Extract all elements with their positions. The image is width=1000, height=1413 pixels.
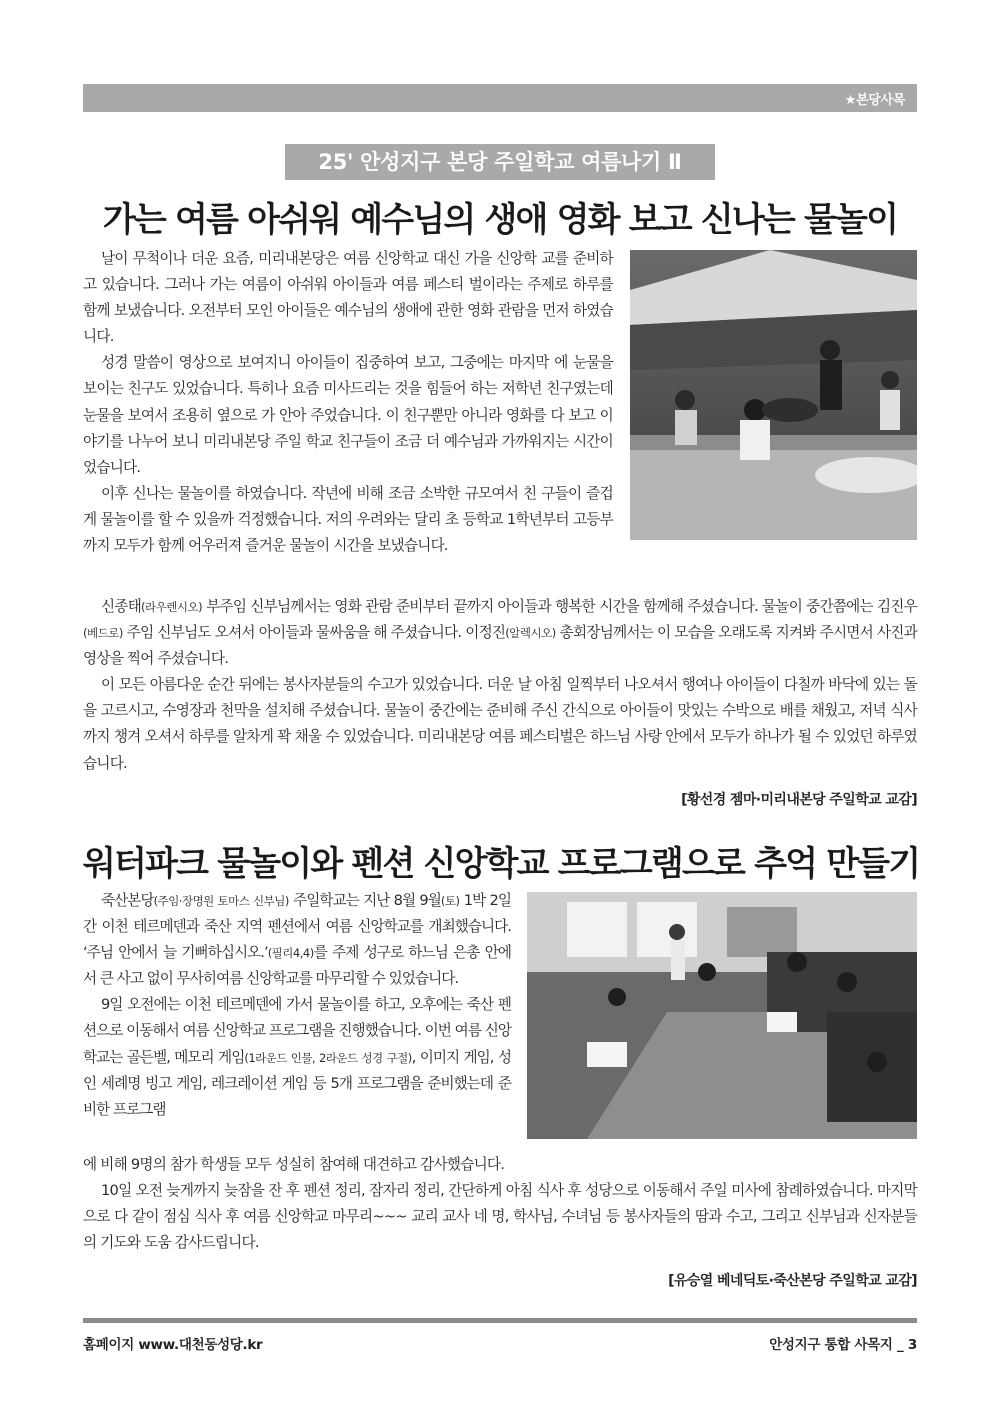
article1-paragraph-2 xyxy=(83,350,613,480)
text-line: 에 눈물을 보이는 친구도 있었습니다. 특히나 요즘 미사드리는 것을 힘들어 xyxy=(83,354,614,398)
article1-narrow-text xyxy=(83,246,613,559)
article1-paragraph-1 xyxy=(83,246,613,350)
footer-page-number: 안성지구 통합 사목지 _ 3 xyxy=(769,1337,917,1353)
text-line: 이후 신나는 물놀이를 하였습니다. 작년에 비해 조금 소박한 규모여서 친 xyxy=(101,484,537,502)
article2-paragraph-2 xyxy=(83,992,511,1122)
baptismal-name: (베드로) xyxy=(83,626,123,641)
text-line: 등학교 1학년부터 고등부까지 모두가 함께 어우러져 즐거운 물놀이 시간을 xyxy=(83,510,613,555)
article2-paragraph-1 xyxy=(83,888,511,992)
article2-headline: 워터파크 물놀이와 펜션 신앙학교 프로그램으로 추억 만들기 xyxy=(83,844,920,884)
text-run: 앙학교를 개최했습니다. ‘주님 안에서 늘 기뻐하십시오.’ xyxy=(83,918,511,962)
text-line: 벌이라는 주제로 하루를 함께 보냈습니다. 오전부터 모인 아이들은 예수님의 xyxy=(83,276,613,320)
text-line: 학교 친구들이 조금 더 예수님과 가까워지는 시간이었습니다. xyxy=(83,432,613,476)
text-run: , 이미지 게임, 성인 세례명 빙고 게임, 레크 xyxy=(83,1048,511,1092)
article2-paragraph-3: 10일 오전 늦게까지 늦잠을 잔 후 펜션 정리, 잠자리 정리, 간단하게 아침 식사 후 성당으로 이동해서 주일 미사에 참례하였습니다. 마지막으로 다 같이 점심 식사 후 여름 신앙학교 마무리~~~ 교리 교사 네 명, 학사님, 수녀님 등 봉사자들의 땀과 수고, 그리고 신부님과 신자분들의 기도와 도움 감사드립니다. xyxy=(83,1182,917,1252)
text-run: 월 xyxy=(427,892,441,909)
text-run: 여름 신앙학교를 마무리할 수 있었습니다. xyxy=(216,970,459,988)
text-run: 죽산본당 xyxy=(101,892,154,909)
text-line: 날이 무척이나 더운 요즘, 미리내본당은 여름 신앙학교 대신 가을 신앙학 xyxy=(101,250,537,267)
text-run: 부주임 신부님께서는 영화 관람 준비부터 끝까지 아이들과 행복한 시간을 함께해 주셨습니다. 물놀이 중간쯤에는 김진우 xyxy=(202,598,917,615)
text-run: 는 죽산 펜션으로 이동해서 여름 신앙학교 프로그램을 진행했 xyxy=(83,996,512,1040)
article1-wide-text xyxy=(83,594,917,777)
series-title: 25' 안성지구 본당 주일학교 여름나기 Ⅱ xyxy=(285,144,715,180)
text-line: 교를 준비하고 있습니다. 그러나 가는 여름이 아쉬워 아이들과 여름 페스티 xyxy=(83,250,613,294)
game-note: (1라운드 인 xyxy=(244,1050,302,1065)
pension-program-photo xyxy=(527,892,917,1139)
article1-paragraph-3 xyxy=(83,481,613,559)
text-line: 이 친구뿐만 아니라 영화를 다 보고 이야기를 나누어 보니 미리내본당 주일 xyxy=(83,406,614,450)
footer-rule xyxy=(83,1318,917,1323)
scripture-ref: 4,4) xyxy=(292,946,314,961)
game-note: 물, 2라운드 성경 구절) xyxy=(301,1050,412,1065)
text-line: 생애에 관한 영화 관람을 먼저 하였습니다. xyxy=(83,302,613,346)
text-run: 신종태 xyxy=(101,598,142,615)
article1-paragraph-5: 이 모든 아름다운 순간 뒤에는 봉사자분들의 수고가 있었습니다. 더운 날 아침 일찍부터 나오셔서 행여나 아이들이 다칠까 바닥에 있는 돌을 고르시고, 수영장과 천막을 설치해 주셨습니다. 물놀이 중간에는 준비해 주신 간식으로 아이들이 맛있는 수박으로 배를 채웠고, 저녁 식사까지 챙겨 오셔서 하루를 알차게 꽉 채울 수 있었습니다. 미리내본당 여름 페스티벌은 하느님 사랑 안에서 모두가 하나가 될 수 있었던 하루였습니다. xyxy=(83,676,917,772)
article1-credit: [황선경 젬마·미리내본당 주일학교 교감] xyxy=(681,792,917,808)
section-tag: ★본당사목 xyxy=(844,93,905,108)
article2-wide-text xyxy=(83,1152,917,1256)
baptismal-name: (알렉시오) xyxy=(505,626,556,641)
text-line: 성경 말씀이 영상으로 보여지니 아이들이 집중하여 보고, 그중에는 마지막 xyxy=(101,354,549,372)
text-run: 습니다. 이번 여름 신앙학교는 골든벨, 메모리 게임 xyxy=(83,1022,512,1066)
article2-narrow-text xyxy=(83,888,511,1123)
pastor-note: (주임·장명원 토마스 신부님) xyxy=(153,894,289,908)
text-run: 주임 신부님도 오셔서 아이들과 물싸움을 해 주셨습니다. 이정진 xyxy=(122,624,506,642)
text-run: 를 주제 성구로 하느님 은총 안에서 큰 사고 없이 무사히 xyxy=(83,944,512,988)
water-play-photo xyxy=(630,250,917,540)
article1-headline: 가는 여름 아쉬워 예수님의 생애 영화 보고 신나는 물놀이 xyxy=(102,200,898,240)
article2-paragraph-2-tail: 에 비해 9명의 참가 학생들 모두 성실히 참여해 대견하고 감사했습니다. xyxy=(83,1156,505,1173)
text-run: 레이션 게임 등 5개 프로그램을 준비했는데 준비한 프로그램 xyxy=(83,1074,511,1118)
text-line: 보냈습니다. xyxy=(377,537,448,555)
article1-paragraph-4 xyxy=(83,594,917,672)
text-line: 구들이 즐겁게 물놀이를 할 수 있을까 걱정했습니다. 저의 우려와는 달리 초 xyxy=(83,484,613,528)
text-line: 하는 저학년 친구였는데 눈물을 보여서 조용히 옆으로 가 안아 주었습니다. xyxy=(83,380,613,424)
baptismal-name: (라우렌시오) xyxy=(141,600,203,614)
weekday-note: (토) xyxy=(440,894,460,908)
text-run: 1박 2일간 이천 테르메덴과 죽산 지역 펜션에서 여름 신 xyxy=(83,892,511,936)
scripture-ref: (필리 xyxy=(267,946,293,961)
header-bar xyxy=(83,84,917,112)
text-run: 주일학교는 지난 8월 9 xyxy=(288,892,428,909)
text-run: 9일 오전에는 이천 테르메덴에 가서 물놀이를 하고, 오후에 xyxy=(101,996,449,1014)
text-run: 총회장님께서는 이 모습을 오래도록 지켜봐 주시면서 사진과 영상을 찍어 주셨습니다. xyxy=(83,624,917,668)
footer-homepage: 홈페이지 www.대천동성당.kr xyxy=(83,1337,263,1353)
article2-credit: [유승열 베네딕토·죽산본당 주일학교 교감] xyxy=(668,1273,917,1289)
